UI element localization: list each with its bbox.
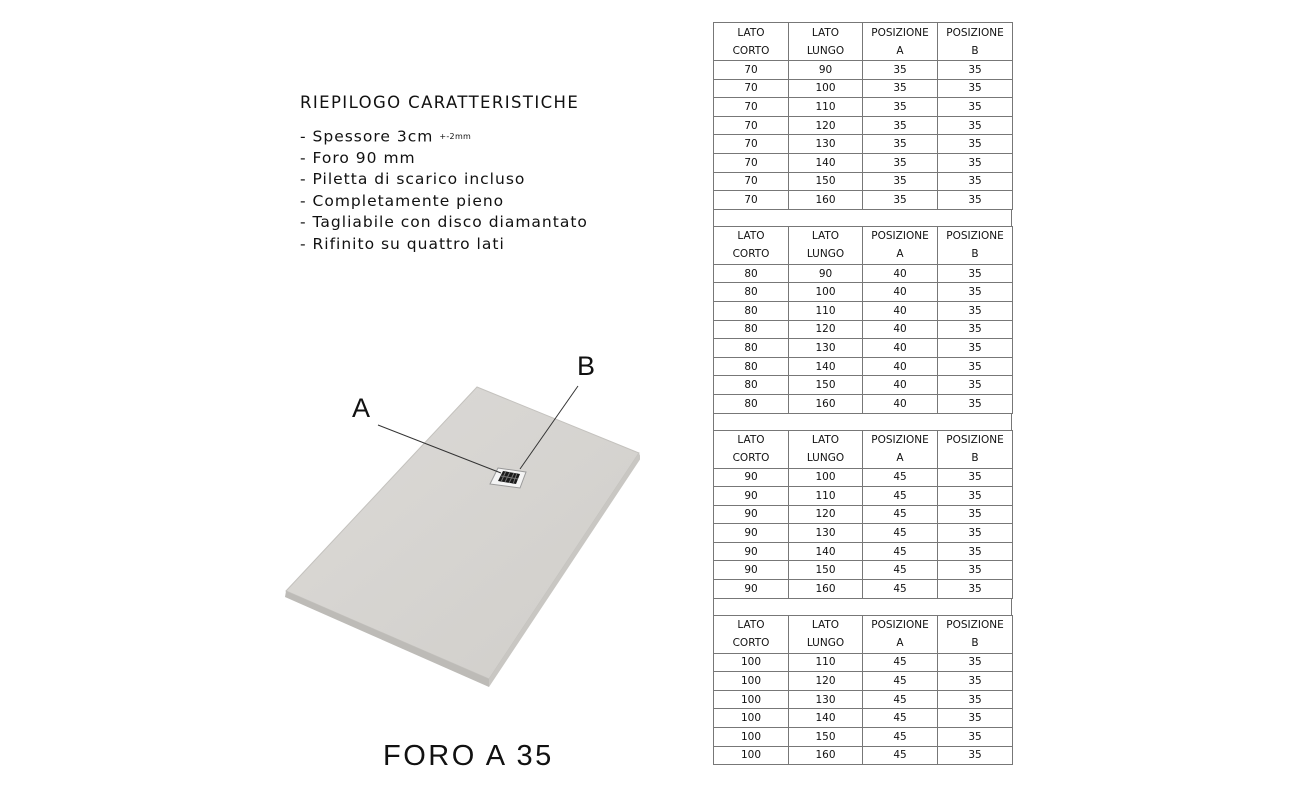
table-cell: 35 xyxy=(938,320,1013,339)
table-cell: 35 xyxy=(938,116,1013,135)
table-cell: 70 xyxy=(714,61,789,80)
table-cell: 35 xyxy=(938,728,1013,747)
table-cell: 35 xyxy=(938,79,1013,98)
table-row xyxy=(714,728,1013,747)
caption-title: FORO A 35 xyxy=(383,740,554,772)
table-cell: 90 xyxy=(714,580,789,599)
table-cell: 35 xyxy=(863,79,938,98)
table-separator xyxy=(713,599,1012,615)
header-line: A xyxy=(896,248,904,261)
table-cell: 40 xyxy=(863,394,938,413)
table-cell: 35 xyxy=(938,561,1013,580)
column-header xyxy=(789,615,863,653)
column-header xyxy=(863,430,938,468)
table-cell: 45 xyxy=(863,468,938,487)
table-cell: 35 xyxy=(938,357,1013,376)
column-header xyxy=(863,615,938,653)
table-cell: 35 xyxy=(938,653,1013,672)
table-cell: 45 xyxy=(863,690,938,709)
feature-note: +-2mm xyxy=(439,132,472,141)
table-cell: 70 xyxy=(714,153,789,172)
header-line: POSIZIONE xyxy=(946,230,1004,243)
table-row xyxy=(714,505,1013,524)
table-cell: 45 xyxy=(863,487,938,506)
table-cell: 35 xyxy=(863,61,938,80)
header-line: B xyxy=(971,44,979,57)
feature-text: - Completamente pieno xyxy=(300,191,505,210)
table-row xyxy=(714,153,1013,172)
table-row xyxy=(714,98,1013,117)
table-cell: 110 xyxy=(789,653,863,672)
table-cell: 35 xyxy=(938,61,1013,80)
table-row xyxy=(714,709,1013,728)
table-row xyxy=(714,116,1013,135)
table-row xyxy=(714,394,1013,413)
table-cell: 80 xyxy=(714,339,789,358)
column-header xyxy=(789,226,863,264)
feature-item xyxy=(300,234,588,256)
table-cell: 90 xyxy=(714,487,789,506)
feature-item xyxy=(300,148,588,170)
table-row xyxy=(714,672,1013,691)
table-cell: 45 xyxy=(863,709,938,728)
table-cell: 35 xyxy=(863,153,938,172)
table-row xyxy=(714,561,1013,580)
table-cell: 40 xyxy=(863,264,938,283)
table-row xyxy=(714,357,1013,376)
table-cell: 140 xyxy=(789,709,863,728)
dimension-tables xyxy=(713,22,1012,765)
header-line: POSIZIONE xyxy=(871,230,929,243)
table-row xyxy=(714,301,1013,320)
table-cell: 35 xyxy=(938,264,1013,283)
table-cell: 160 xyxy=(789,394,863,413)
table-cell: 160 xyxy=(789,746,863,765)
table-row xyxy=(714,61,1013,80)
table-cell: 90 xyxy=(789,61,863,80)
shower-tray-diagram xyxy=(280,350,640,690)
table-cell: 80 xyxy=(714,357,789,376)
table-cell: 35 xyxy=(863,172,938,191)
table-row xyxy=(714,580,1013,599)
column-header xyxy=(789,23,863,61)
table-cell: 35 xyxy=(938,580,1013,599)
table-cell: 130 xyxy=(789,524,863,543)
column-header xyxy=(863,23,938,61)
table-cell: 45 xyxy=(863,524,938,543)
table-cell: 45 xyxy=(863,653,938,672)
header-line: LATO xyxy=(811,619,840,632)
column-header xyxy=(938,615,1013,653)
table-cell: 35 xyxy=(938,468,1013,487)
header-line: LATO xyxy=(737,26,765,39)
column-header xyxy=(789,430,863,468)
table-row xyxy=(714,746,1013,765)
table-row xyxy=(714,542,1013,561)
table-cell: 100 xyxy=(714,709,789,728)
header-line: LATO xyxy=(737,619,765,632)
header-line: CORTO xyxy=(732,452,770,464)
header-line: POSIZIONE xyxy=(946,619,1004,632)
table-cell: 80 xyxy=(714,283,789,302)
header-line: LUNGO xyxy=(806,452,845,464)
summary-title: RIEPILOGO CARATTERISTICHE xyxy=(300,93,580,112)
column-header xyxy=(863,226,938,264)
table-cell: 45 xyxy=(863,728,938,747)
table-cell: 90 xyxy=(714,505,789,524)
table-cell: 90 xyxy=(714,542,789,561)
table-cell: 150 xyxy=(789,561,863,580)
table-cell: 110 xyxy=(789,301,863,320)
table-cell: 35 xyxy=(938,283,1013,302)
feature-text: - Piletta di scarico incluso xyxy=(300,170,526,189)
header-line: B xyxy=(971,637,979,650)
table-row xyxy=(714,79,1013,98)
table-cell: 35 xyxy=(938,376,1013,395)
header-line: B xyxy=(971,452,979,464)
spec-table xyxy=(713,430,1013,599)
header-line: LATO xyxy=(737,434,765,446)
table-header-row xyxy=(714,430,1013,468)
column-header xyxy=(714,430,789,468)
table-cell: 35 xyxy=(938,487,1013,506)
header-line: CORTO xyxy=(732,44,770,57)
feature-text: - Tagliabile con disco diamantato xyxy=(300,213,588,232)
table-cell: 130 xyxy=(789,690,863,709)
header-line: POSIZIONE xyxy=(871,434,929,446)
header-line: POSIZIONE xyxy=(871,619,929,632)
table-cell: 40 xyxy=(863,357,938,376)
table-cell: 35 xyxy=(863,135,938,154)
table-cell: 70 xyxy=(714,191,789,210)
table-row xyxy=(714,172,1013,191)
table-cell: 130 xyxy=(789,135,863,154)
table-header-row xyxy=(714,23,1013,61)
table-cell: 35 xyxy=(938,542,1013,561)
table-row xyxy=(714,690,1013,709)
table-cell: 120 xyxy=(789,505,863,524)
table-cell: 35 xyxy=(938,135,1013,154)
table-cell: 35 xyxy=(938,524,1013,543)
feature-item xyxy=(300,212,588,234)
table-cell: 35 xyxy=(938,746,1013,765)
table-cell: 40 xyxy=(863,301,938,320)
feature-item xyxy=(300,126,588,148)
table-cell: 90 xyxy=(714,468,789,487)
table-cell: 120 xyxy=(789,116,863,135)
table-cell: 45 xyxy=(863,505,938,524)
table-cell: 100 xyxy=(789,468,863,487)
table-cell: 70 xyxy=(714,116,789,135)
table-row xyxy=(714,468,1013,487)
table-cell: 40 xyxy=(863,376,938,395)
table-cell: 100 xyxy=(714,653,789,672)
header-line: LATO xyxy=(811,26,840,39)
table-row xyxy=(714,191,1013,210)
table-cell: 140 xyxy=(789,542,863,561)
table-cell: 100 xyxy=(714,690,789,709)
table-cell: 80 xyxy=(714,376,789,395)
table-cell: 45 xyxy=(863,672,938,691)
table-cell: 35 xyxy=(938,394,1013,413)
header-line: A xyxy=(896,44,904,57)
features-list xyxy=(300,126,588,255)
column-header xyxy=(714,615,789,653)
table-header-row xyxy=(714,226,1013,264)
table-cell: 160 xyxy=(789,191,863,210)
table-cell: 45 xyxy=(863,580,938,599)
table-cell: 150 xyxy=(789,728,863,747)
header-line: B xyxy=(971,248,979,261)
table-separator xyxy=(713,414,1012,430)
table-cell: 100 xyxy=(714,672,789,691)
table-cell: 80 xyxy=(714,394,789,413)
header-line: CORTO xyxy=(732,637,770,650)
feature-text: - Foro 90 mm xyxy=(300,148,416,167)
header-line: A xyxy=(896,637,904,650)
header-line: LATO xyxy=(811,434,840,446)
table-cell: 35 xyxy=(938,301,1013,320)
table-row xyxy=(714,264,1013,283)
table-cell: 70 xyxy=(714,135,789,154)
table-cell: 40 xyxy=(863,283,938,302)
header-line: A xyxy=(896,452,904,464)
table-cell: 35 xyxy=(863,98,938,117)
table-row xyxy=(714,320,1013,339)
table-cell: 110 xyxy=(789,98,863,117)
column-header xyxy=(714,23,789,61)
table-row xyxy=(714,524,1013,543)
feature-item xyxy=(300,169,588,191)
table-cell: 35 xyxy=(938,505,1013,524)
table-cell: 35 xyxy=(863,191,938,210)
column-header xyxy=(938,226,1013,264)
table-cell: 90 xyxy=(714,524,789,543)
table-cell: 160 xyxy=(789,580,863,599)
marker-b-label: B xyxy=(577,351,596,381)
table-row xyxy=(714,487,1013,506)
header-line: CORTO xyxy=(732,248,770,261)
table-cell: 35 xyxy=(938,98,1013,117)
header-line: LUNGO xyxy=(806,248,845,261)
table-row xyxy=(714,376,1013,395)
column-header xyxy=(714,226,789,264)
column-header xyxy=(938,23,1013,61)
column-header xyxy=(938,430,1013,468)
table-cell: 35 xyxy=(938,672,1013,691)
table-cell: 100 xyxy=(789,283,863,302)
table-cell: 45 xyxy=(863,746,938,765)
table-cell: 140 xyxy=(789,357,863,376)
table-cell: 100 xyxy=(714,746,789,765)
header-line: LUNGO xyxy=(806,44,845,57)
table-cell: 70 xyxy=(714,79,789,98)
table-separator xyxy=(713,210,1012,226)
spec-table xyxy=(713,22,1013,210)
table-cell: 150 xyxy=(789,376,863,395)
feature-item xyxy=(300,191,588,213)
spec-table xyxy=(713,226,1013,414)
spec-table xyxy=(713,615,1013,766)
table-cell: 80 xyxy=(714,264,789,283)
table-cell: 70 xyxy=(714,172,789,191)
header-line: POSIZIONE xyxy=(871,26,929,39)
table-cell: 120 xyxy=(789,320,863,339)
header-line: POSIZIONE xyxy=(946,26,1004,39)
table-cell: 35 xyxy=(938,153,1013,172)
table-cell: 35 xyxy=(938,709,1013,728)
table-row xyxy=(714,653,1013,672)
feature-text: - Rifinito su quattro lati xyxy=(300,234,505,253)
table-cell: 35 xyxy=(938,690,1013,709)
table-cell: 130 xyxy=(789,339,863,358)
table-cell: 35 xyxy=(938,191,1013,210)
header-line: POSIZIONE xyxy=(946,434,1004,446)
table-cell: 70 xyxy=(714,98,789,117)
feature-text: - Spessore 3cm xyxy=(300,127,434,146)
table-row xyxy=(714,339,1013,358)
table-cell: 40 xyxy=(863,339,938,358)
header-line: LUNGO xyxy=(806,637,845,650)
header-line: LATO xyxy=(811,230,840,243)
shower-tray-illustration xyxy=(280,350,640,690)
table-cell: 45 xyxy=(863,561,938,580)
table-cell: 100 xyxy=(714,728,789,747)
table-row xyxy=(714,283,1013,302)
marker-a-label: A xyxy=(352,393,371,423)
features-summary xyxy=(300,93,588,255)
table-cell: 120 xyxy=(789,672,863,691)
table-cell: 40 xyxy=(863,320,938,339)
header-line: LATO xyxy=(737,230,765,243)
table-row xyxy=(714,135,1013,154)
table-cell: 100 xyxy=(789,79,863,98)
table-cell: 110 xyxy=(789,487,863,506)
table-header-row xyxy=(714,615,1013,653)
table-cell: 80 xyxy=(714,301,789,320)
table-cell: 35 xyxy=(938,172,1013,191)
table-cell: 90 xyxy=(714,561,789,580)
table-cell: 45 xyxy=(863,542,938,561)
table-cell: 35 xyxy=(863,116,938,135)
table-cell: 140 xyxy=(789,153,863,172)
table-cell: 150 xyxy=(789,172,863,191)
table-cell: 35 xyxy=(938,339,1013,358)
table-cell: 90 xyxy=(789,264,863,283)
table-cell: 80 xyxy=(714,320,789,339)
